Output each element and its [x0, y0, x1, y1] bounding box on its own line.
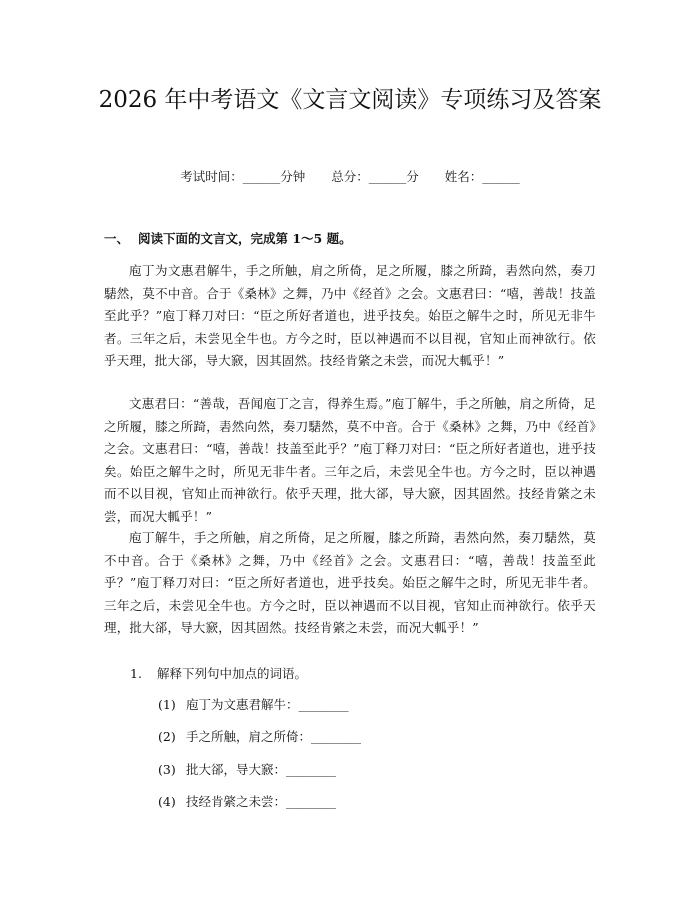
sub-question-item	[158, 695, 349, 715]
student-name-label: 姓名：______	[444, 169, 520, 184]
question-1	[130, 664, 307, 684]
question-prompt: 解释下列句中加点的词语。	[157, 666, 308, 681]
section-heading	[104, 229, 352, 249]
sub-question-item	[158, 792, 336, 812]
sub-question-item	[158, 727, 361, 747]
sub-question-item	[158, 760, 336, 780]
passage-paragraph: 文惠君曰：“善哉，吾闻庖丁之言，得养生焉。”庖丁解牛，手之所触，肩之所倚，足之所履，膝之所踦，砉然向然，奏刀騞然，莫不中音。合于《桑林》之舞，乃中《经首》之会。文惠君曰：“嘻，善哉！技盖至此乎？”庖丁释刀对曰：“臣之所好者道也，进乎技矣。始臣之解牛之时，所见无非牛者。三年之后，未尝见全牛也。方今之时，臣以神遇而不以目视，官知止而神欲行。依乎天理，批大郤，导大窾，因其固然。技经肯綮之未尝，而况大軱乎！”	[104, 396, 596, 524]
sub-question-number: (4)	[158, 794, 176, 809]
sub-question-number: (1)	[158, 697, 176, 712]
question-number: 1.	[130, 666, 142, 681]
exam-time-label: 考试时间：______分钟	[180, 169, 306, 184]
sub-question-number: (2)	[158, 729, 176, 744]
sub-question-text: 技经肯綮之未尝：________	[186, 794, 337, 809]
passage-paragraph: 庖丁解牛，手之所触，肩之所倚，足之所履，膝之所踦，砉然向然，奏刀騞然，莫不中音。合于《桑林》之舞，乃中《经首》之会。文惠君曰：“嘻，善哉！技盖至此乎？”庖丁释刀对曰：“臣之所好者道也，进乎技矣。始臣之解牛之时，所见无非牛者。三年之后，未尝见全牛也。方今之时，臣以神遇而不以目视，官知止而神欲行。依乎天理，批大郤，导大窾，因其固然。技经肯綮之未尝，而况大軱乎！”	[104, 530, 596, 635]
exam-info-line	[0, 166, 700, 188]
passage-paragraph: 庖丁为文惠君解牛，手之所触，肩之所倚，足之所履，膝之所踦，砉然向然，奏刀騞然，莫不中音。合于《桑林》之舞，乃中《经首》之会。文惠君曰：“嘻，善哉！技盖至此乎？”庖丁释刀对曰：“臣之所好者道也，进乎技矣。始臣之解牛之时，所见无非牛者。三年之后，未尝见全牛也。方今之时，臣以神遇而不以目视，官知止而神欲行。依乎天理，批大郤，导大窾，因其固然。技经肯綮之未尝，而况大軱乎！”	[104, 263, 596, 368]
sub-question-number: (3)	[158, 762, 176, 777]
total-score-label: 总分：______分	[331, 169, 419, 184]
section-instruction: 阅读下面的文言文，完成第 1～5 题。	[138, 231, 352, 246]
page-title: 2026 年中考语文《文言文阅读》专项练习及答案	[98, 87, 602, 113]
sub-question-text: 批大郤，导大窾：________	[186, 762, 337, 777]
sub-question-text: 手之所触，肩之所倚：________	[186, 729, 362, 744]
section-number: 一、	[104, 231, 130, 246]
sub-question-text: 庖丁为文惠君解牛：________	[186, 697, 349, 712]
